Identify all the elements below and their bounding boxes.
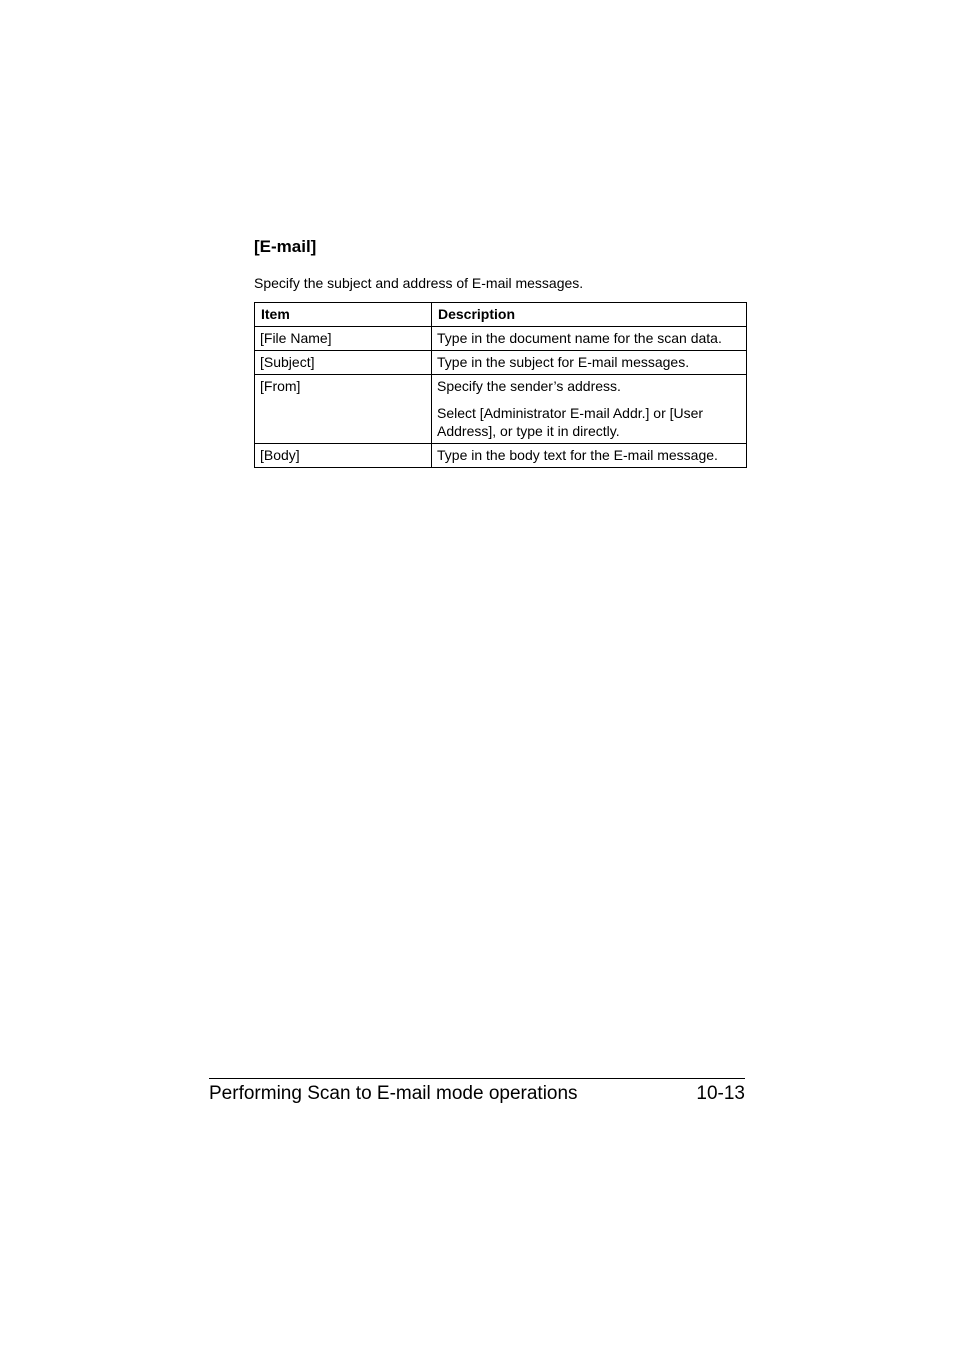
- column-header-item: Item: [255, 303, 432, 327]
- item-cell: [Body]: [255, 444, 432, 468]
- table-row: [255, 327, 747, 351]
- section-heading: [E-mail]: [254, 237, 317, 256]
- table-row: [255, 375, 747, 444]
- item-cell: [Subject]: [255, 351, 432, 375]
- description-text: Type in the subject for E-mail messages.: [437, 354, 690, 370]
- footer-chapter-title: Performing Scan to E-mail mode operations: [209, 1083, 578, 1104]
- item-cell: [File Name]: [255, 327, 432, 351]
- description-cell: [432, 327, 747, 351]
- section-intro: Specify the subject and address of E-mail messages.: [254, 275, 584, 291]
- table-header-row: [255, 303, 747, 327]
- table-row: [255, 444, 747, 468]
- footer-divider: [209, 1078, 745, 1079]
- description-cell: [432, 351, 747, 375]
- description-text: Type in the body text for the E-mail message.: [437, 447, 718, 463]
- description-text: Type in the document name for the scan data.: [437, 330, 722, 346]
- settings-table: [254, 302, 747, 468]
- description-cell: [432, 375, 747, 444]
- table-row: [255, 351, 747, 375]
- column-header-description: Description: [432, 303, 747, 327]
- description-text: Specify the sender’s address.: [437, 378, 621, 394]
- description-cell: [432, 444, 747, 468]
- item-cell: [From]: [255, 375, 432, 444]
- page-number: 10-13: [696, 1083, 745, 1104]
- description-text: Select [Administrator E-mail Addr.] or [User Address], or type it in directly.: [437, 405, 704, 439]
